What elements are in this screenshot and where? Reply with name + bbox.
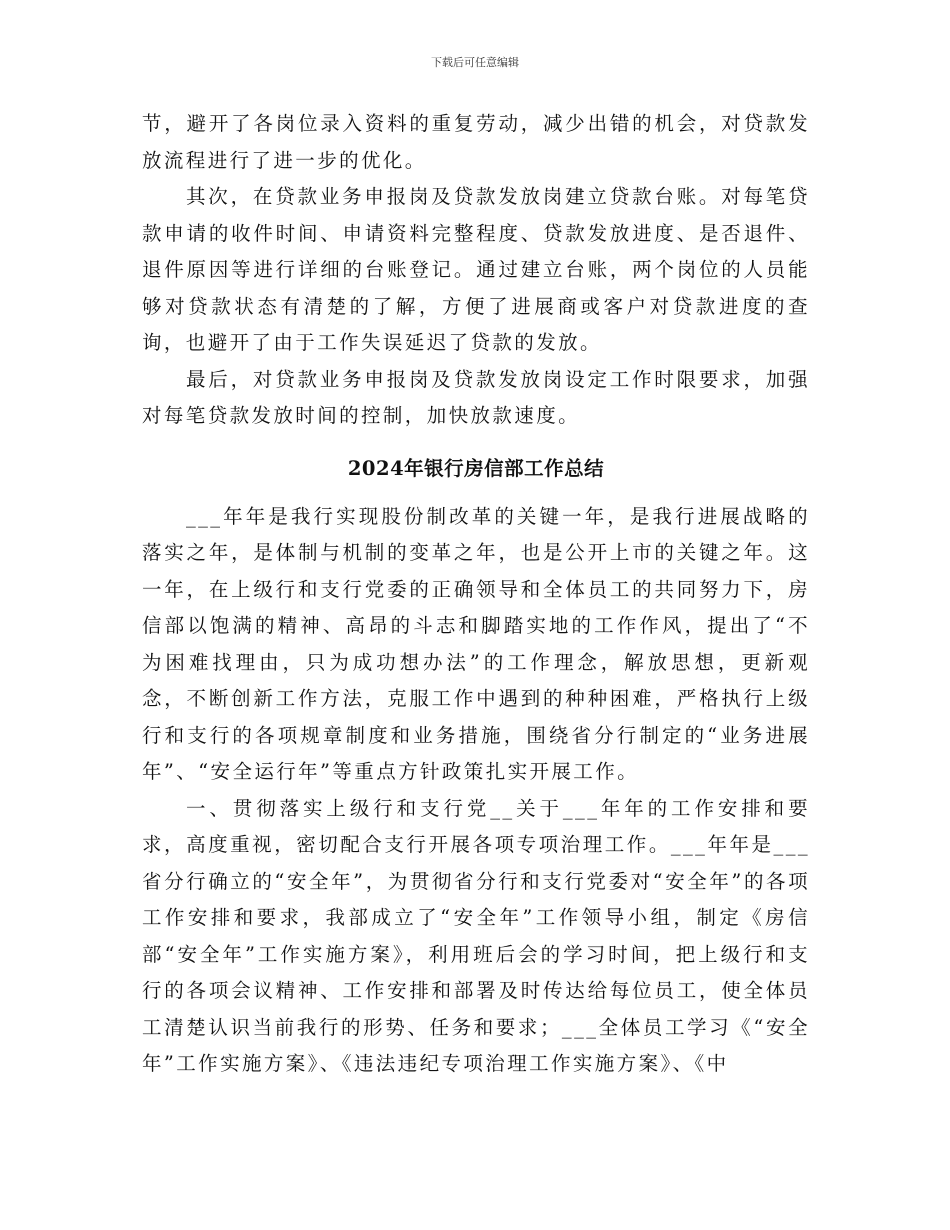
document-body [142, 106, 810, 1083]
section-title: 2024年银行房信部工作总结 [347, 456, 605, 480]
paragraph-point-one: 一、贯彻落实上级行和支行党__关于___年年的工作安排和要求，高度重视，密切配合支行开展各项专项治理工作。___年年是___省分行确立的“安全年”，为贯彻省分行和支行党委对“安全年”的各项工作安排和要求，我部成立了“安全年”工作领导小组，制定《房信部“安全年”工作实施方案》，利用班后会的学习时间，把上级行和支行的各项会议精神、工作安排和部署及时传达给每位员工，使全体员工清楚认识当前我行的形势、任务和要求；___全体员工学习《“安全年”工作实施方案》、《违法违纪专项治理工作实施方案》、《中 [142, 796, 810, 1075]
paragraph-intro: ___年年是我行实现股份制改革的关键一年，是我行进展战略的落实之年，是体制与机制的变革之年，也是公开上市的关键之年。这一年，在上级行和支行党委的正确领导和全体员工的共同努力下，房信部以饱满的精神、高昂的斗志和脚踏实地的工作作风，提出了“不为困难找理由，只为成功想办法”的工作理念，解放思想，更新观念，不断创新工作方法，克服工作中遇到的种种困难，严格执行上级行和支行的各项规章制度和业务措施，围绕省分行制定的“业务进展年”、“安全运行年”等重点方针政策扎实开展工作。 [142, 504, 810, 783]
paragraph-last: 最后，对贷款业务申报岗及贷款发放岗设定工作时限要求，加强对每笔贷款发放时间的控制，加快放款速度。 [142, 367, 810, 427]
page-header: 下载后可任意编辑 [431, 56, 519, 69]
paragraph-second: 其次，在贷款业务申报岗及贷款发放岗建立贷款台账。对每笔贷款申请的收件时间、申请资料完整程度、贷款发放进度、是否退件、退件原因等进行详细的台账登记。通过建立台账，两个岗位的人员能够对贷款状态有清楚的了解，方便了进展商或客户对贷款进度的查询，也避开了由于工作失误延迟了贷款的发放。 [142, 185, 810, 354]
paragraph-continuation: 节，避开了各岗位录入资料的重复劳动，减少出错的机会，对贷款发放流程进行了进一步的优化。 [142, 112, 810, 172]
